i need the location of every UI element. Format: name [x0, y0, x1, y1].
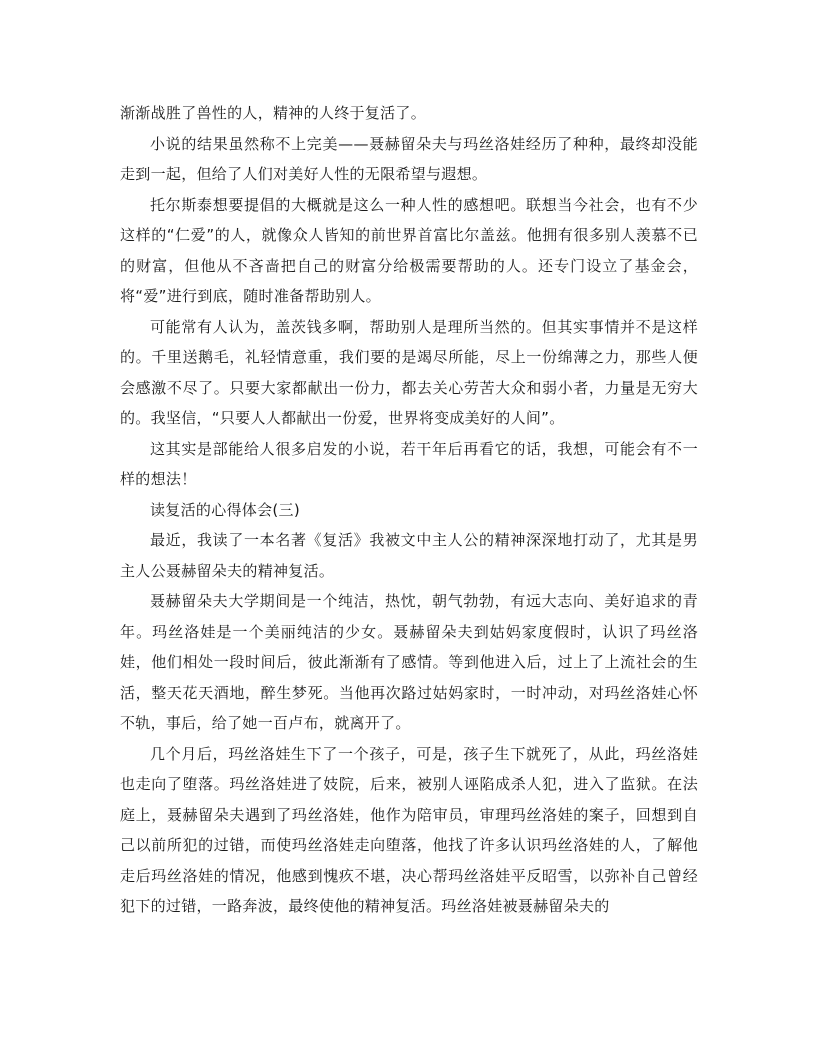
paragraph-3: 托尔斯泰想要提倡的大概就是这么一种人性的感想吧。联想当今社会，也有不少这样的“仁爱”的人，就像众人皆知的前世界首富比尔盖兹。他拥有很多别人羡慕不已的财富，但他从不吝啬把自己的财富分给极需要帮助的人。还专门设立了基金会，将“爱”进行到底，随时准备帮助别人。 [120, 195, 698, 305]
paragraph-8: 聂赫留朵夫大学期间是一个纯洁，热忱，朝气勃勃，有远大志向、美好追求的青年。玛丝洛娃是一个美丽纯洁的少女。聂赫留朵夫到姑妈家度假时，认识了玛丝洛娃，他们相处一段时间后，彼此渐渐有了感情。等到他进入后，过上了上流社会的生活，整天花天酒地，醉生梦死。当他再次路过姑妈家时，一时冲动，对玛丝洛娃心怀不轨，事后，给了她一百卢布，就离开了。 [120, 592, 698, 732]
paragraph-2: 小说的结果虽然称不上完美——聂赫留朵夫与玛丝洛娃经历了种种，最终却没能走到一起，但给了人们对美好人性的无限希望与遐想。 [120, 134, 698, 183]
section-heading: 读复活的心得体会(三) [150, 500, 301, 519]
paragraph-5: 这其实是部能给人很多启发的小说，若干年后再看它的话，我想，可能会有不一样的想法！ [120, 439, 698, 488]
paragraph-1: 渐渐战胜了兽性的人，精神的人终于复活了。 [120, 104, 427, 122]
paragraph-9: 几个月后，玛丝洛娃生下了一个孩子，可是，孩子生下就死了，从此，玛丝洛娃也走向了堕落。玛丝洛娃进了妓院，后来，被别人诬陷成杀人犯，进入了监狱。在法庭上，聂赫留朵夫遇到了玛丝洛娃，他作为陪审员，审理玛丝洛娃的案子，回想到自己以前所犯的过错，而使玛丝洛娃走向堕落，他找了许多认识玛丝洛娃的人，了解他走后玛丝洛娃的情况，他感到愧疚不堪，决心帮玛丝洛娃平反昭雪，以弥补自己曾经犯下的过错，一路奔波，最终使他的精神复活。玛丝洛娃被聂赫留朵夫的 [120, 744, 698, 915]
paragraph-7: 最近，我读了一本名著《复活》我被文中主人公的精神深深地打动了，尤其是男主人公聂赫留朵夫的精神复活。 [120, 531, 698, 580]
document-body [120, 98, 698, 922]
paragraph-4: 可能常有人认为，盖茨钱多啊，帮助别人是理所当然的。但其实事情并不是这样的。千里送鹅毛，礼轻情意重，我们要的是竭尽所能，尽上一份绵薄之力，那些人便会感激不尽了。只要大家都献出一份力，都去关心劳苦大众和弱小者，力量是无穷大的。我坚信，“只要人人都献出一份爱，世界将变成美好的人间”。 [120, 317, 698, 427]
